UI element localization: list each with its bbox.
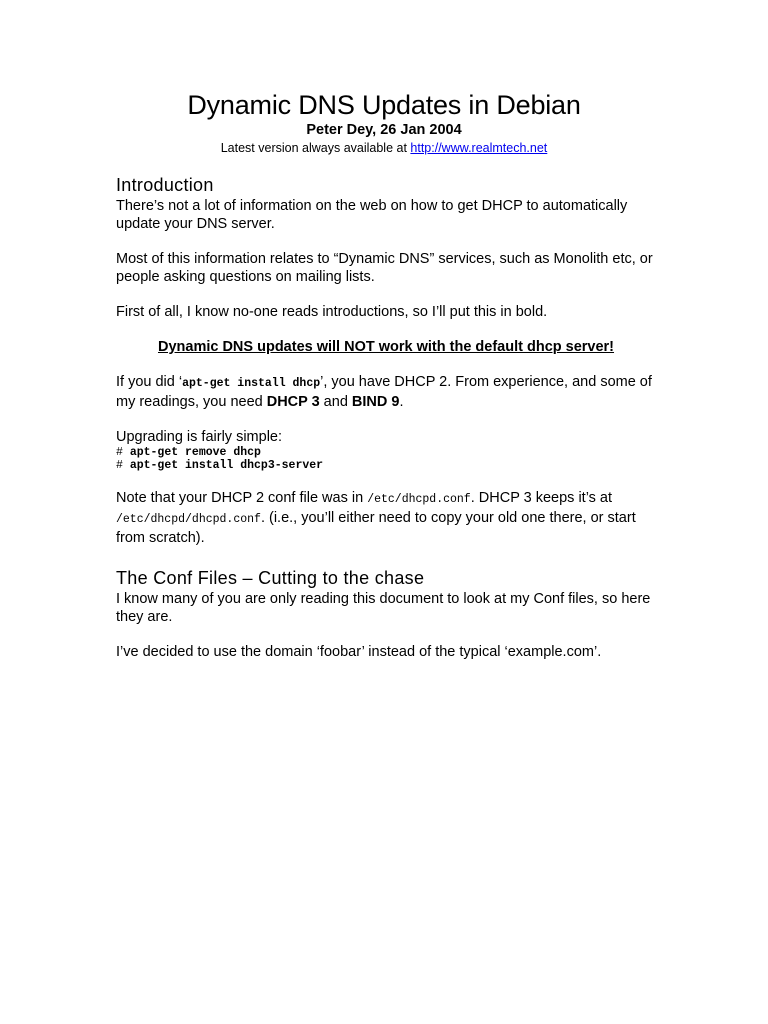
- intro-paragraph-1: There’s not a lot of information on the web on how to get DHCP to automatically update your DNS server.: [116, 198, 628, 232]
- author-line: Peter Dey, 26 Jan 2004: [306, 122, 462, 138]
- section-heading-conf-files: The Conf Files – Cutting to the chase: [116, 568, 425, 588]
- version-prefix: Latest version always available at: [220, 141, 411, 155]
- path-dhcp2: /etc/dhcpd.conf: [367, 493, 471, 506]
- bind9-emphasis: BIND 9: [351, 394, 400, 410]
- intro-paragraph-3: First of all, I know no-one reads introductions, so I’ll put this in bold.: [116, 304, 548, 320]
- intro-paragraph-4: [116, 373, 656, 411]
- version-line: [0, 141, 768, 155]
- p6-text-b: . DHCP 3 keeps it’s at: [470, 490, 613, 506]
- intro-paragraph-5: Upgrading is fairly simple:: [116, 429, 283, 445]
- document-title: Dynamic DNS Updates in Debian: [187, 90, 581, 120]
- intro-paragraph-6: [116, 489, 656, 547]
- document-body: [116, 173, 656, 661]
- conf-paragraph-1: I know many of you are only reading this document to look at my Conf files, so here they are.: [116, 591, 651, 625]
- p6-text-c: . (i.e., you’ll either need to copy your old one there, or start from scratch).: [116, 510, 636, 546]
- path-dhcp3: /etc/dhcpd/dhcpd.conf: [116, 513, 261, 526]
- code-command-2: apt-get install dhcp3-server: [129, 459, 324, 472]
- inline-command: apt-get install dhcp: [182, 377, 321, 390]
- section-heading-introduction: Introduction: [116, 175, 214, 195]
- p4-text-a: If you did ‘: [116, 374, 183, 390]
- code-line-1: [116, 446, 656, 459]
- code-prompt-1: #: [116, 446, 130, 459]
- dhcp3-emphasis: DHCP 3: [266, 394, 320, 410]
- p4-text-b: ’, you have DHCP 2. From experience, and some of my readings, you need: [116, 374, 652, 410]
- code-line-2: [116, 459, 656, 472]
- p4-end: .: [399, 394, 404, 410]
- intro-paragraph-2: Most of this information relates to “Dynamic DNS” services, such as Monolith etc, or people asking questions on mailing lists.: [116, 251, 653, 285]
- conf-paragraph-2: I’ve decided to use the domain ‘foobar’ instead of the typical ‘example.com’.: [116, 644, 602, 660]
- code-prompt-2: #: [116, 459, 130, 472]
- version-link[interactable]: http://www.realmtech.net: [410, 141, 548, 155]
- warning-statement: Dynamic DNS updates will NOT work with the default dhcp server!: [157, 339, 615, 355]
- code-command-1: apt-get remove dhcp: [129, 446, 261, 459]
- p6-text-a: Note that your DHCP 2 conf file was in: [116, 490, 368, 506]
- p4-and: and: [319, 394, 352, 410]
